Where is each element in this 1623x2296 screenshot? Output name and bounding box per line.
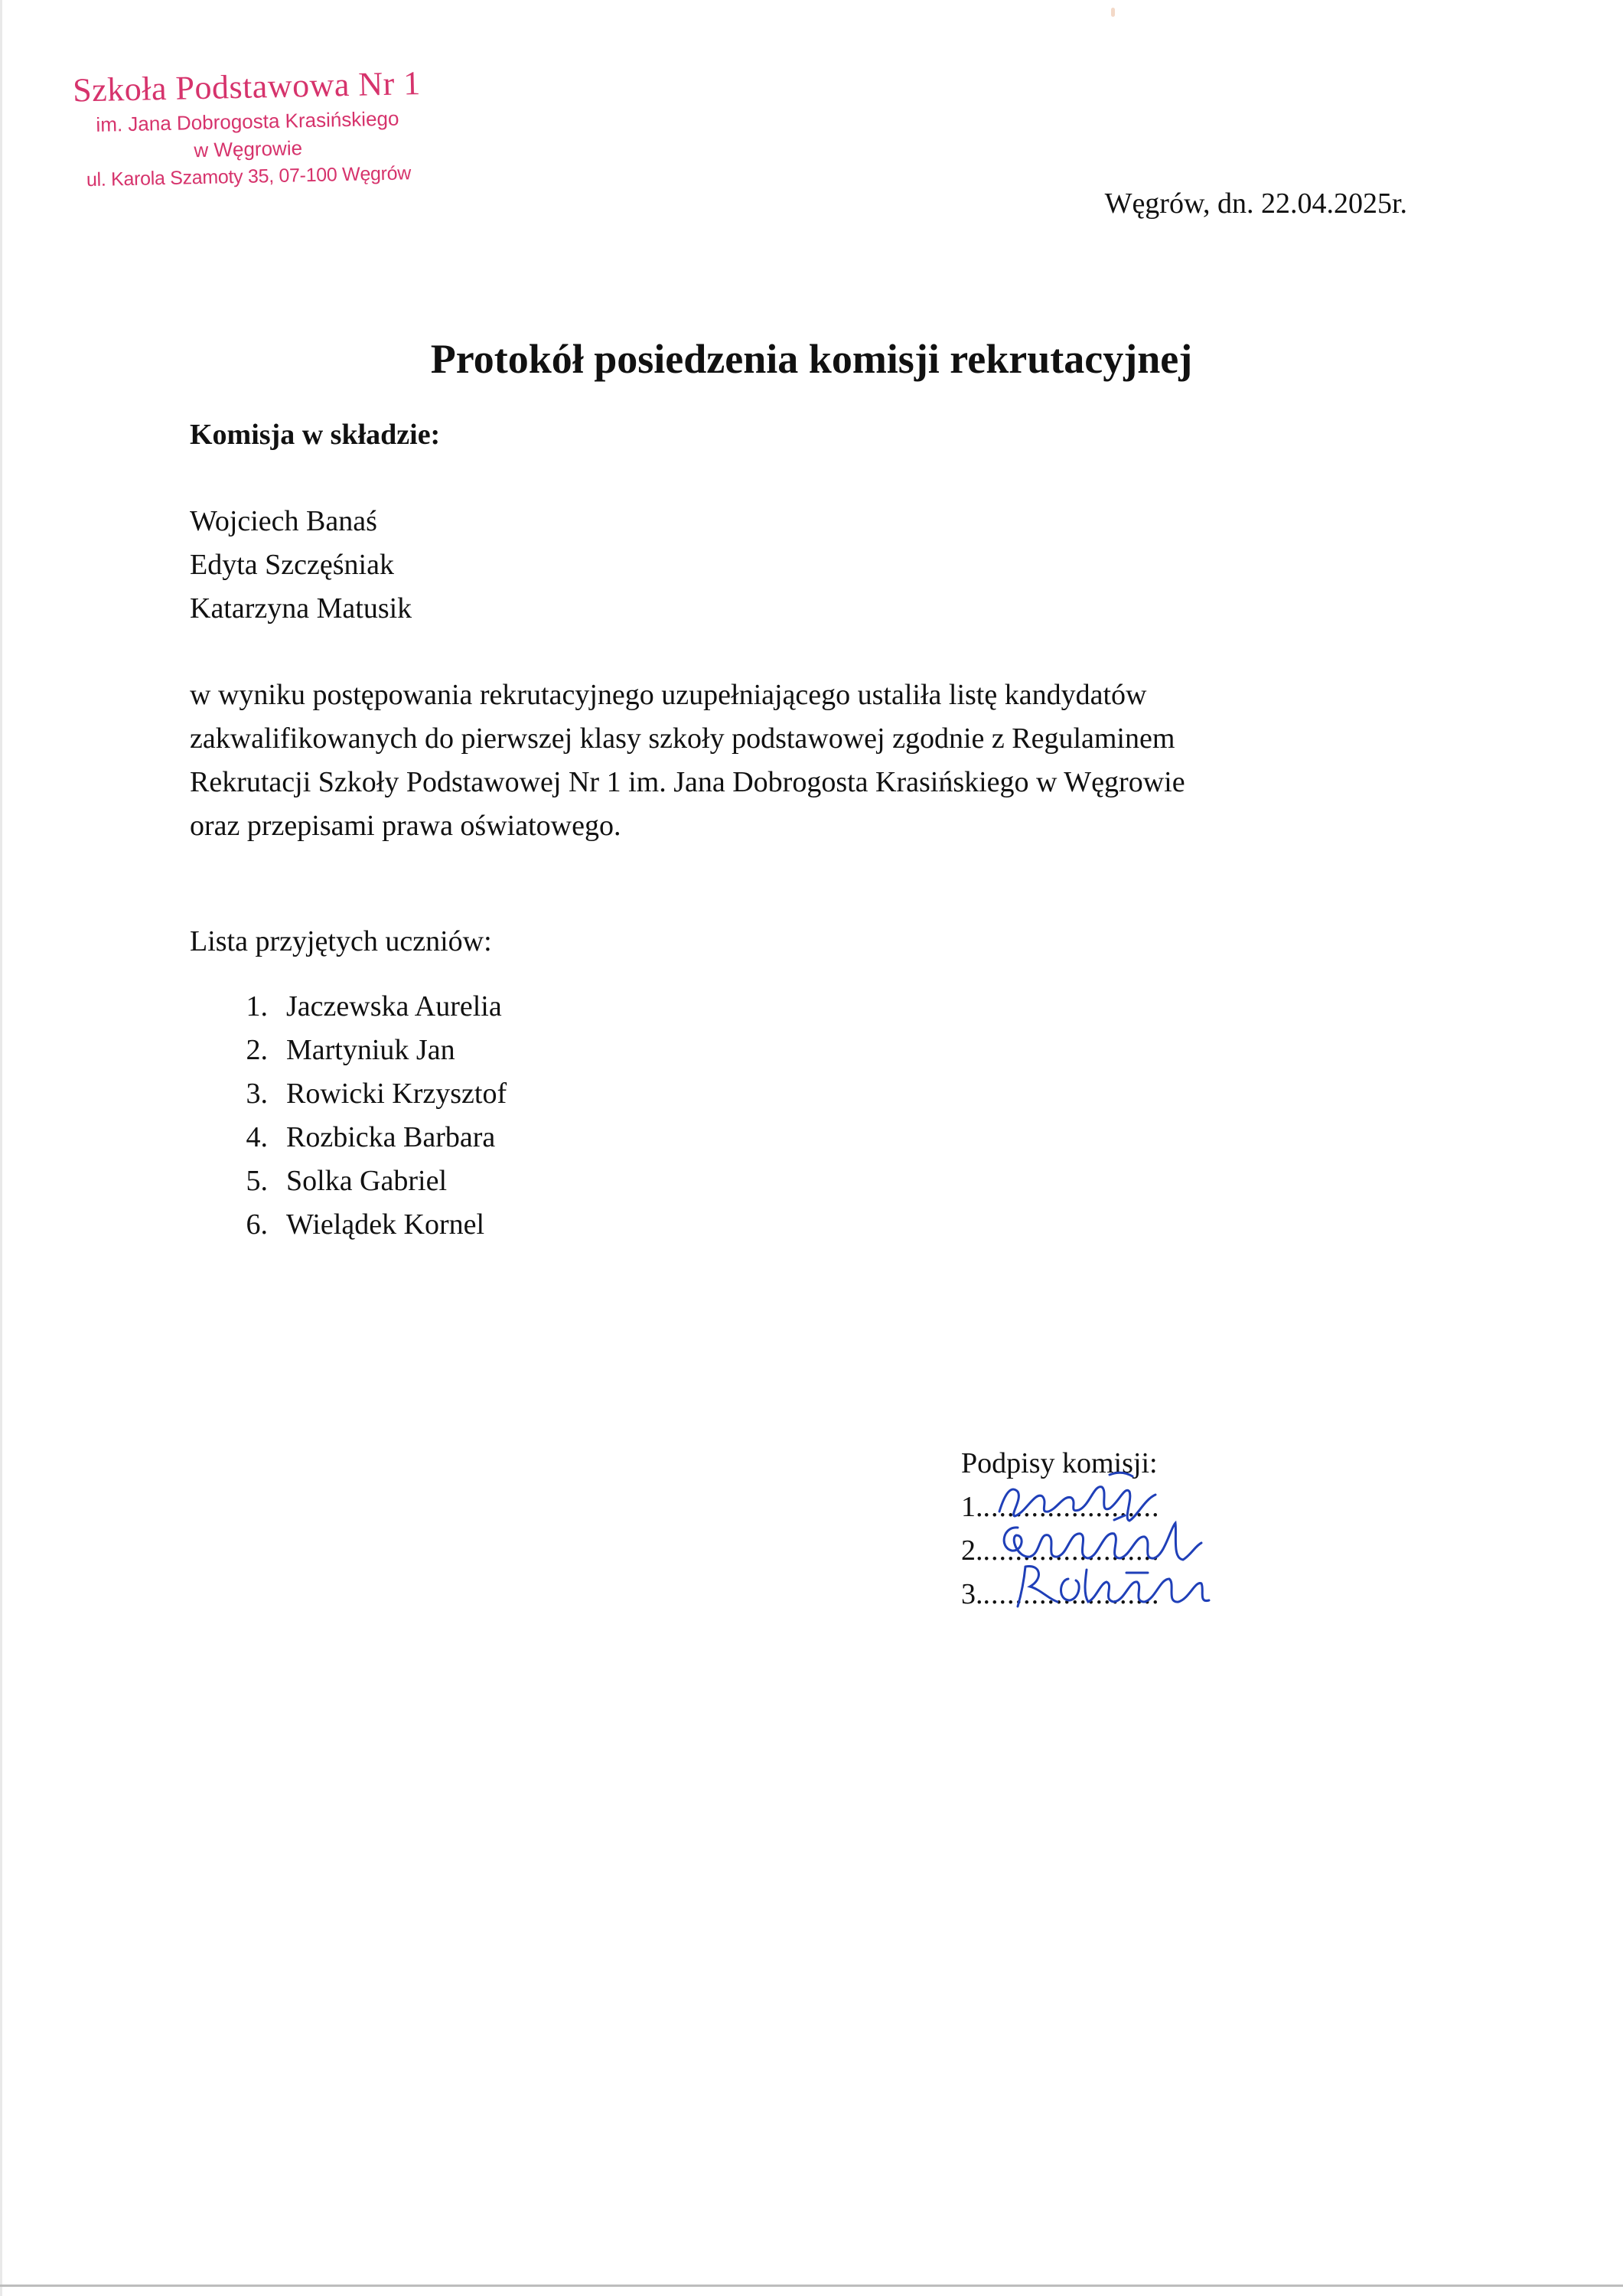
list-number: 1. bbox=[246, 990, 268, 1022]
school-stamp bbox=[55, 63, 440, 194]
signatures-heading: Podpisy komisji: bbox=[961, 1447, 1158, 1479]
signature-number: 1. bbox=[961, 1491, 983, 1523]
paragraph-line: oraz przepisami prawa oświatowego. bbox=[190, 810, 621, 842]
list-number: 3. bbox=[246, 1078, 268, 1110]
signature-dots: ...................... bbox=[983, 1491, 1160, 1523]
student-name: Jaczewska Aurelia bbox=[286, 990, 502, 1022]
committee-member: Katarzyna Matusik bbox=[190, 592, 412, 625]
student-name: Rozbicka Barbara bbox=[286, 1121, 496, 1153]
list-number: 4. bbox=[246, 1121, 268, 1153]
students-list bbox=[190, 985, 1491, 1247]
list-item bbox=[190, 1072, 1491, 1116]
document-title: Protokół posiedzenia komisji rekrutacyjnej bbox=[430, 336, 1193, 382]
student-name: Wielądek Kornel bbox=[286, 1208, 485, 1241]
list-item bbox=[190, 985, 1491, 1029]
committee-member: Wojciech Banaś bbox=[190, 505, 377, 537]
paragraph-line: zakwalifikowanych do pierwszej klasy szkoły podstawowej zgodnie z Regulaminem bbox=[190, 722, 1175, 755]
signatures-block bbox=[961, 1442, 1160, 1616]
list-item bbox=[190, 1159, 1491, 1203]
student-name: Rowicki Krzysztof bbox=[286, 1078, 507, 1110]
paragraph-line: Rekrutacji Szkoły Podstawowej Nr 1 im. Jana Dobrogosta Krasińskiego w Węgrowie bbox=[190, 766, 1185, 798]
signature-number: 3. bbox=[961, 1578, 983, 1610]
document-date: Węgrów, dn. 22.04.2025r. bbox=[1104, 188, 1407, 220]
list-item bbox=[190, 1116, 1491, 1159]
committee-heading: Komisja w składzie: bbox=[190, 419, 441, 451]
signature-scribble-3 bbox=[995, 1556, 1224, 1617]
signature-number: 2. bbox=[961, 1534, 983, 1567]
stamp-address: ul. Karola Szamoty 35, 07-100 Węgrów bbox=[86, 162, 412, 191]
list-number: 2. bbox=[246, 1034, 268, 1066]
list-number: 6. bbox=[246, 1208, 268, 1241]
committee-member: Edyta Szczęśniak bbox=[190, 549, 394, 581]
stamp-patron: im. Jana Dobrogosta Krasińskiego bbox=[96, 106, 399, 136]
committee-members bbox=[190, 500, 1491, 631]
decision-paragraph bbox=[190, 673, 1338, 848]
scan-edge-bottom bbox=[0, 2285, 1623, 2287]
list-number: 5. bbox=[246, 1165, 268, 1197]
signature-dots: ...................... bbox=[983, 1534, 1160, 1567]
scan-speck bbox=[1111, 8, 1115, 17]
signature-dots: ...................... bbox=[983, 1578, 1160, 1610]
list-item bbox=[190, 1203, 1491, 1247]
stamp-school-name: Szkoła Podstawowa Nr 1 bbox=[72, 64, 422, 109]
paragraph-line: w wyniku postępowania rekrutacyjnego uzupełniającego ustaliła listę kandydatów bbox=[190, 679, 1147, 711]
document-body bbox=[190, 413, 1491, 1247]
student-name: Martyniuk Jan bbox=[286, 1034, 455, 1066]
stamp-town: w Węgrowie bbox=[194, 136, 303, 162]
signature-row-3 bbox=[961, 1573, 1160, 1616]
list-item bbox=[190, 1029, 1491, 1072]
students-list-heading: Lista przyjętych uczniów: bbox=[190, 925, 492, 957]
student-name: Solka Gabriel bbox=[286, 1165, 448, 1197]
